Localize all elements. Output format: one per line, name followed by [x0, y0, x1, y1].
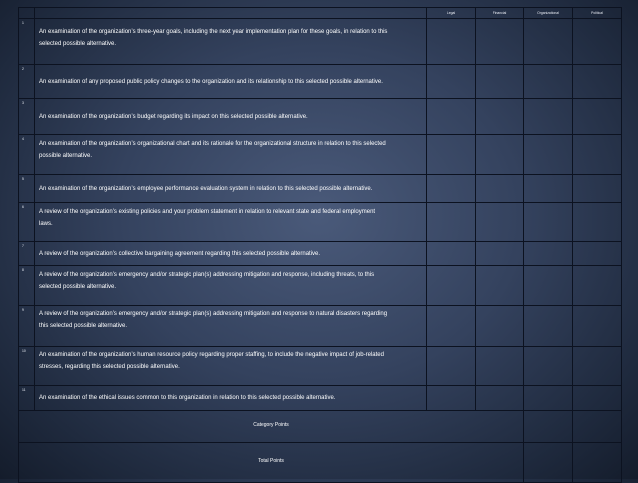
score-political[interactable]	[573, 135, 622, 175]
score-legal[interactable]	[427, 242, 476, 266]
criteria-text	[35, 19, 427, 65]
criteria-text	[35, 135, 427, 175]
score-political[interactable]	[573, 19, 622, 65]
total-points-row	[19, 443, 622, 483]
criteria-line: An examination of the organization’s employee performance evaluation system in relation to this selected possible alternative.	[39, 185, 373, 192]
row-number: 7	[19, 242, 35, 266]
score-organizational[interactable]	[524, 175, 573, 203]
table-row	[19, 99, 622, 135]
table-row	[19, 242, 622, 266]
criteria-line: A review of the organization’s existing policies and your problem statement in relation to relevant state and federal employment	[39, 209, 376, 215]
score-financial[interactable]	[476, 203, 524, 242]
criteria-line: this selected possible alternative.	[39, 323, 128, 329]
table-row	[19, 203, 622, 242]
score-political[interactable]	[573, 266, 622, 306]
score-financial[interactable]	[476, 306, 524, 347]
criteria-line: An examination of the organization’s three-year goals, including the next year implementation plan for these goals, in relation to this	[39, 29, 388, 35]
score-organizational[interactable]	[524, 306, 573, 347]
score-financial[interactable]	[476, 386, 524, 411]
criteria-line: selected possible alternative.	[39, 41, 117, 47]
score-political[interactable]	[573, 99, 622, 135]
category-points-value-organizational[interactable]	[524, 411, 573, 443]
score-political[interactable]	[573, 203, 622, 242]
score-political[interactable]	[573, 175, 622, 203]
score-financial[interactable]	[476, 99, 524, 135]
criteria-line: A review of the organization’s emergency and/or strategic plan(s) addressing mitigation and response to natural disasters regarding	[39, 311, 388, 317]
score-financial[interactable]	[476, 65, 524, 99]
score-legal[interactable]	[427, 266, 476, 306]
row-number: 3	[19, 99, 35, 135]
row-number: 1	[19, 19, 35, 65]
row-number: 11	[19, 386, 35, 411]
score-organizational[interactable]	[524, 99, 573, 135]
criteria-line: A review of the organization’s emergency and/or strategic plan(s) addressing mitigation and response, including threats, to this	[39, 272, 375, 278]
row-number: 5	[19, 175, 35, 203]
score-organizational[interactable]	[524, 203, 573, 242]
score-organizational[interactable]	[524, 19, 573, 65]
score-legal[interactable]	[427, 306, 476, 347]
score-political[interactable]	[573, 65, 622, 99]
score-financial[interactable]	[476, 347, 524, 386]
header-organizational: Organizational	[524, 8, 573, 19]
total-points-label: Total Points	[19, 443, 524, 483]
score-organizational[interactable]	[524, 65, 573, 99]
score-organizational[interactable]	[524, 242, 573, 266]
criteria-line: An examination of the ethical issues common to this organization in relation to this selected possible alternative.	[39, 395, 336, 401]
row-number: 2	[19, 65, 35, 99]
score-legal[interactable]	[427, 347, 476, 386]
header-financial: Financial	[476, 8, 524, 19]
total-points-value-organizational[interactable]	[524, 443, 573, 483]
score-organizational[interactable]	[524, 266, 573, 306]
criteria-line: selected possible alternative.	[39, 284, 117, 290]
criteria-text	[35, 386, 427, 411]
table-row	[19, 266, 622, 306]
criteria-line: possible alternative.	[39, 153, 93, 159]
criteria-text	[35, 266, 427, 306]
header-legal: Legal	[427, 8, 476, 19]
criteria-line: An examination of the organization’s budget regarding its impact on this selected possible alternative.	[39, 113, 308, 120]
header-criteria-cell	[35, 8, 427, 19]
table-row	[19, 65, 622, 99]
criteria-text	[35, 175, 427, 203]
score-legal[interactable]	[427, 99, 476, 135]
criteria-text	[35, 99, 427, 135]
criteria-line: An examination of the organization’s human resource policy regarding proper staffing, to include the negative impact of job-related	[39, 352, 384, 358]
score-financial[interactable]	[476, 266, 524, 306]
category-points-row	[19, 411, 622, 443]
total-points-value-political[interactable]	[573, 443, 622, 483]
score-financial[interactable]	[476, 242, 524, 266]
criteria-line: An examination of any proposed public policy changes to the organization and its relationship to this selected possible alternative.	[39, 78, 383, 85]
criteria-line: stresses, regarding this selected possible alternative.	[39, 364, 180, 370]
table-row	[19, 306, 622, 347]
criteria-line: laws.	[39, 221, 53, 227]
header-num-cell	[19, 8, 35, 19]
score-organizational[interactable]	[524, 347, 573, 386]
row-number: 6	[19, 203, 35, 242]
score-financial[interactable]	[476, 135, 524, 175]
score-legal[interactable]	[427, 19, 476, 65]
table-row	[19, 175, 622, 203]
criteria-text	[35, 306, 427, 347]
row-number: 8	[19, 266, 35, 306]
score-political[interactable]	[573, 386, 622, 411]
row-number: 9	[19, 306, 35, 347]
criteria-line: An examination of the organization’s organizational chart and its rationale for the organizational structure in relation to this selected	[39, 141, 386, 147]
criteria-text	[35, 65, 427, 99]
score-organizational[interactable]	[524, 135, 573, 175]
category-points-value-political[interactable]	[573, 411, 622, 443]
criteria-text	[35, 242, 427, 266]
category-points-label: Category Points	[19, 411, 524, 443]
row-number: 4	[19, 135, 35, 175]
criteria-text	[35, 203, 427, 242]
table-row	[19, 19, 622, 65]
score-political[interactable]	[573, 242, 622, 266]
score-political[interactable]	[573, 347, 622, 386]
score-legal[interactable]	[427, 135, 476, 175]
table-row	[19, 135, 622, 175]
score-organizational[interactable]	[524, 386, 573, 411]
header-political: Political	[573, 8, 622, 19]
score-legal[interactable]	[427, 65, 476, 99]
table-row	[19, 386, 622, 411]
score-legal[interactable]	[427, 203, 476, 242]
header-row	[19, 8, 622, 19]
score-political[interactable]	[573, 306, 622, 347]
score-financial[interactable]	[476, 19, 524, 65]
score-legal[interactable]	[427, 175, 476, 203]
evaluation-table	[18, 7, 622, 483]
score-financial[interactable]	[476, 175, 524, 203]
table-row	[19, 347, 622, 386]
row-number: 10	[19, 347, 35, 386]
criteria-line: A review of the organization’s collective bargaining agreement regarding this selected possible alternative.	[39, 250, 321, 257]
score-legal[interactable]	[427, 386, 476, 411]
criteria-text	[35, 347, 427, 386]
